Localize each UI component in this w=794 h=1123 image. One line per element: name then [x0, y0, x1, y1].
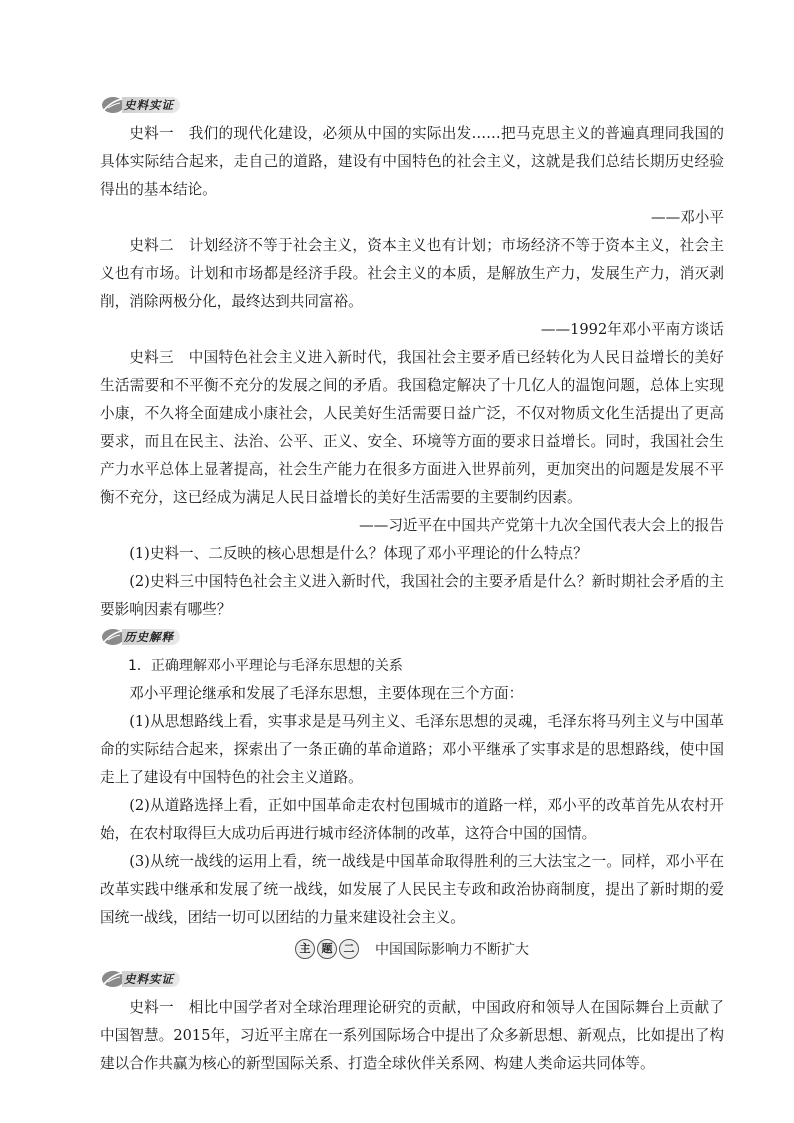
source-2-text: 史料二 计划经济不等于社会主义，资本主义也有计划；市场经济不等于资本主义，社会主义也有市场。计划和市场都是经济手段。社会主义的本质，是解放生产力，发展生产力，消灭剥削，消除两极分化，最终达到共同富裕。 — [100, 237, 724, 310]
question-1: (1)史料一、二反映的核心思想是什么？体现了邓小平理论的什么特点？ — [129, 545, 588, 562]
explanation-point-3: (3)从统一战线的运用上看，统一战线是中国革命取得胜利的三大法宝之一。同样，邓小平在改革实践中继承和发展了统一战线，如发展了人民民主专政和政治协商制度，提出了新时期的爱国统一战线，团结一切可以团结的力量来建设社会主义。 — [100, 853, 724, 926]
source-3-attribution: ——习近平在中国共产党第十九次全国代表大会上的报告 — [359, 517, 724, 534]
topic-badge — [295, 939, 361, 959]
topic-title: 中国国际影响力不断扩大 — [375, 942, 529, 958]
topic-badge-char: 主 — [295, 939, 315, 959]
page-content — [100, 92, 724, 1078]
explanation-point-2: (2)从道路选择上看，正如中国革命走农村包围城市的道路一样，邓小平的改革首先从农村开始，在农村取得巨大成功后再进行城市经济体制的改革，这符合中国的国情。 — [100, 797, 724, 842]
section-tag-label: 史料实证 — [122, 971, 180, 987]
section-tag-historical-explanation — [100, 626, 180, 648]
topic-heading — [100, 934, 724, 964]
source-1-attribution: ——邓小平 — [651, 209, 724, 226]
section-tag-historical-evidence — [100, 94, 180, 116]
section-tag-historical-evidence — [100, 968, 180, 990]
explanation-point-1: (1)从思想路线上看，实事求是是马列主义、毛泽东思想的灵魂，毛泽东将马列主义与中国革命的实际结合起来，探索出了一条正确的革命道路；邓小平继承了实事求是的思想路线，使中国走上了建设有中国特色的社会主义道路。 — [100, 713, 724, 786]
explanation-heading: 1．正确理解邓小平理论与毛泽东思想的关系 — [128, 658, 403, 674]
topic-badge-char: 二 — [339, 939, 359, 959]
topic2-source-1-text: 史料一 相比中国学者对全球治理理论研究的贡献，中国政府和领导人在国际舞台上贡献了中国智慧。2015年，习近平主席在一系列国际场合中提出了众多新思想、新观点，比如提出了构建以合作共赢为核心的新型国际关系、打造全球伙伴关系网、构建人类命运共同体等。 — [100, 999, 724, 1072]
section-tag-label: 历史解释 — [122, 629, 180, 645]
topic-badge-char: 题 — [317, 939, 337, 959]
source-2-attribution: ——1992年邓小平南方谈话 — [540, 321, 724, 338]
section-tag-label: 史料实证 — [122, 97, 180, 113]
question-2: (2)史料三中国特色社会主义进入新时代，我国社会的主要矛盾是什么？新时期社会矛盾的主要影响因素有哪些？ — [100, 573, 724, 618]
source-3-text: 史料三 中国特色社会主义进入新时代，我国社会主要矛盾已经转化为人民日益增长的美好生活需要和不平衡不充分的发展之间的矛盾。我国稳定解决了十几亿人的温饱问题，总体上实现小康，不久将全面建成小康社会，人民美好生活需要日益广泛，不仅对物质文化生活提出了更高要求，而且在民主、法治、公平、正义、安全、环境等方面的要求日益增长。同时，我国社会生产力水平总体上显著提高，社会生产能力在很多方面进入世界前列，更加突出的问题是发展不平衡不充分，这已经成为满足人民日益增长的美好生活需要的主要制约因素。 — [100, 349, 724, 506]
source-1-text: 史料一 我们的现代化建设，必须从中国的实际出发……把马克思主义的普遍真理同我国的具体实际结合起来，走自己的道路，建设有中国特色的社会主义，这就是我们总结长期历史经验得出的基本结论。 — [100, 125, 724, 198]
explanation-intro: 邓小平理论继承和发展了毛泽东思想，主要体现在三个方面： — [129, 685, 524, 702]
